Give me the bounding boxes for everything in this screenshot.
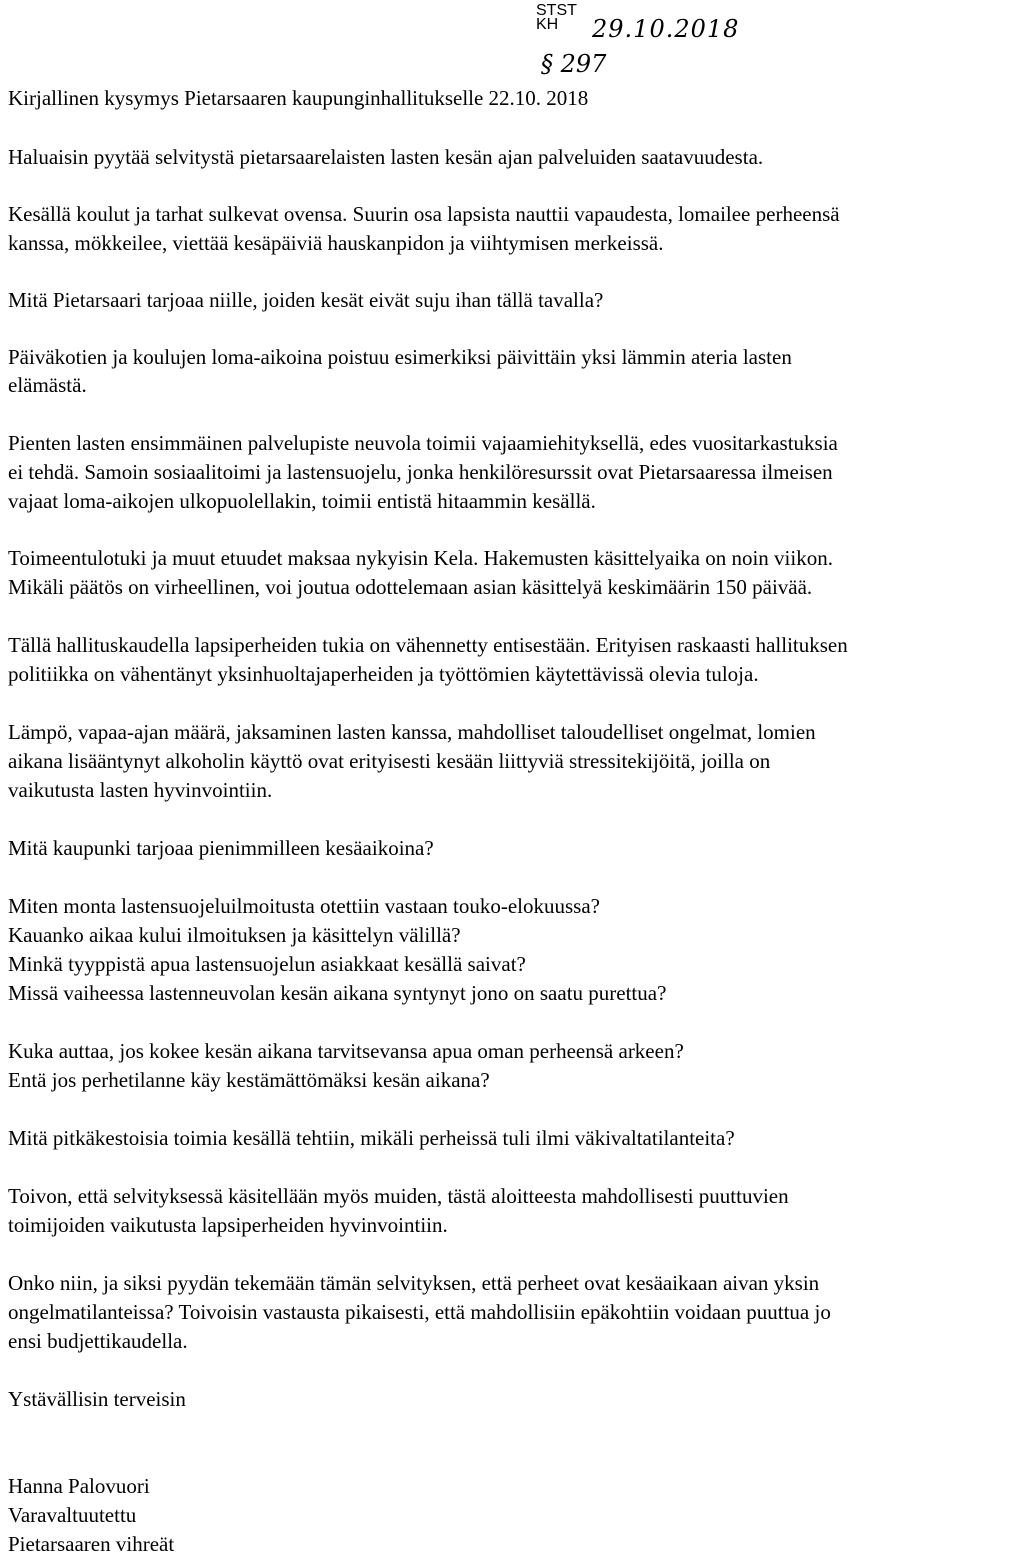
document-title: Kirjallinen kysymys Pietarsaaren kaupunginhallitukselle 22.10. 2018 <box>8 86 589 110</box>
paragraph-1: Haluaisin pyytää selvitystä pietarsaarelaisten lasten kesän ajan palveluiden saatavuudesta. <box>8 145 764 169</box>
paragraph-4-line-2: elämästä. <box>8 373 87 397</box>
paragraph-8-line-1: Lämpö, vapaa-ajan määrä, jaksaminen lasten kanssa, mahdolliset taloudelliset ongelmat, lomien <box>8 720 816 744</box>
paragraph-6-line-2: Mikäli päätös on virheellinen, voi joutua odottelemaan asian käsittelyä keskimäärin 150 päivää. <box>8 575 813 599</box>
paragraph-5-line-1: Pienten lasten ensimmäinen palvelupiste neuvola toimii vajaamiehityksellä, edes vuositarkastuksia <box>8 431 838 455</box>
paragraph-7-line-1: Tällä hallituskaudella lapsiperheiden tukia on vähennetty entisestään. Erityisen raskaasti hallituksen <box>8 633 848 657</box>
signature-name: Hanna Palovuori <box>8 1474 150 1498</box>
paragraph-4-line-1: Päiväkotien ja koulujen loma-aikoina poistuu esimerkiksi päivittäin yksi lämmin ateria lasten <box>8 345 792 369</box>
signature-role: Varavaltuutettu <box>8 1503 137 1527</box>
paragraph-5-line-3: vajaat loma-aikojen ulkopuolellakin, toimii entistä hitaammin kesällä. <box>8 489 596 513</box>
paragraph-7-line-2: politiikka on vähentänyt yksinhuoltajaperheiden ja työttömien käytettävissä olevia tuloja. <box>8 662 759 686</box>
stamp-code: STST KH <box>536 2 577 33</box>
paragraph-10-line-1: Toivon, että selvityksessä käsitellään myös muiden, tästä aloitteesta mahdollisesti puuttuvien <box>8 1184 789 1208</box>
stamp-section: § 297 <box>541 50 607 78</box>
question-4: Missä vaiheessa lastenneuvolan kesän aikana syntynyt jono on saatu purettua? <box>8 981 667 1005</box>
stamp-date: 29.10.2018 <box>592 15 740 43</box>
paragraph-2-line-1: Kesällä koulut ja tarhat sulkevat ovensa. Suurin osa lapsista nauttii vapaudesta, lomailee perheensä <box>8 202 840 226</box>
paragraph-11-line-1: Onko niin, ja siksi pyydän tekemään tämän selvityksen, että perheet ovat kesäaikaan aivan yksin <box>8 1271 820 1295</box>
paragraph-3: Mitä Pietarsaari tarjoaa niille, joiden kesät eivät suju ihan tällä tavalla? <box>8 288 604 312</box>
paragraph-10-line-2: toimijoiden vaikutusta lapsiperheiden hyvinvointiin. <box>8 1213 448 1237</box>
question-7: Mitä pitkäkestoisia toimia kesällä tehtiin, mikäli perheissä tuli ilmi väkivaltatilanteita? <box>8 1126 735 1150</box>
paragraph-5-line-2: ei tehdä. Samoin sosiaalitoimi ja lastensuojelu, jonka henkilöresurssit ovat Pietarsaaressa ilmeisen <box>8 460 833 484</box>
question-2: Kauanko aikaa kului ilmoituksen ja käsittelyn välillä? <box>8 923 461 947</box>
paragraph-11-line-3: ensi budjettikaudella. <box>8 1329 188 1353</box>
question-5: Kuka auttaa, jos kokee kesän aikana tarvitsevansa apua oman perheensä arkeen? <box>8 1039 684 1063</box>
paragraph-8-line-2: aikana lisääntynyt alkoholin käyttö ovat erityisesti kesään liittyviä stressitekijöitä, joilla on <box>8 749 771 773</box>
paragraph-2-line-2: kanssa, mökkeilee, viettää kesäpäiviä hauskanpidon ja viihtymisen merkeissä. <box>8 231 664 255</box>
question-3: Minkä tyyppistä apua lastensuojelun asiakkaat kesällä saivat? <box>8 952 526 976</box>
signature-party: Pietarsaaren vihreät <box>8 1532 175 1556</box>
paragraph-8-line-3: vaikutusta lasten hyvinvointiin. <box>8 778 273 802</box>
paragraph-6-line-1: Toimeentulotuki ja muut etuudet maksaa nykyisin Kela. Hakemusten käsittelyaika on noin viikon. <box>8 546 833 570</box>
closing-greeting: Ystävällisin terveisin <box>8 1387 186 1411</box>
question-1: Miten monta lastensuojeluilmoitusta otettiin vastaan touko-elokuussa? <box>8 894 600 918</box>
paragraph-11-line-2: ongelmatilanteissa? Toivoisin vastausta pikaisesti, että mahdollisiin epäkohtiin voidaan puuttua jo <box>8 1300 831 1324</box>
question-6: Entä jos perhetilanne käy kestämättömäksi kesän aikana? <box>8 1068 490 1092</box>
paragraph-9: Mitä kaupunki tarjoaa pienimmilleen kesäaikoina? <box>8 836 434 860</box>
